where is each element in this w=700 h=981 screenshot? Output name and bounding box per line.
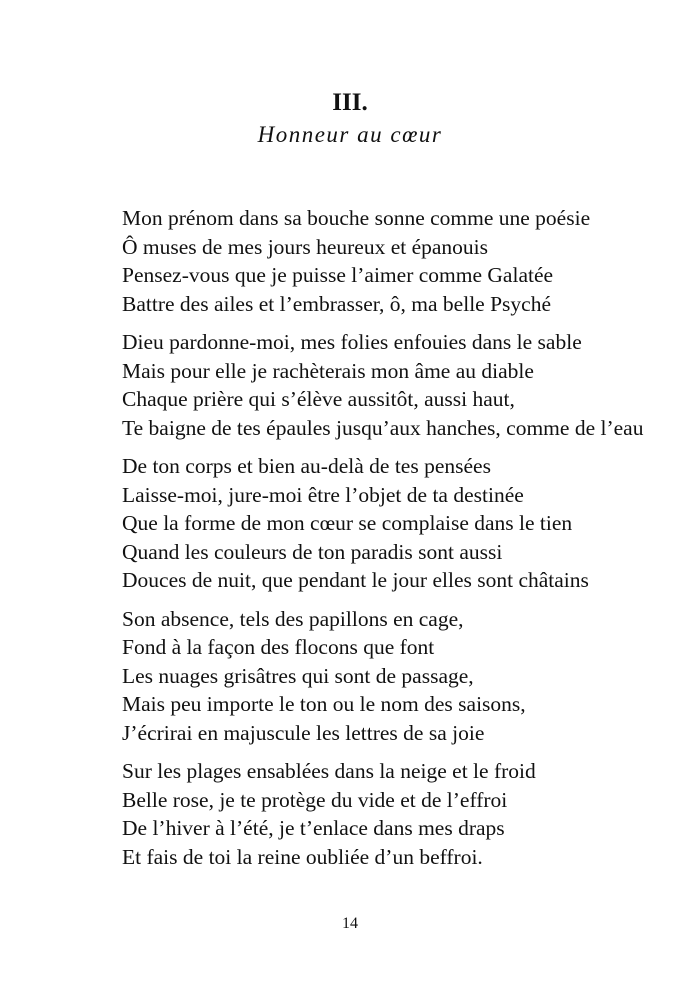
verse-line: De ton corps et bien au-delà de tes pensées (122, 454, 491, 478)
verse-line: Mais pour elle je rachèterais mon âme au diable (122, 358, 534, 383)
verse-line: Quand les couleurs de ton paradis sont aussi (122, 539, 503, 564)
verse-line: Te baigne de tes épaules jusqu’aux hanches, comme de l’eau (122, 415, 644, 440)
poem-title: Honneur au cœur (257, 122, 443, 147)
poem-body (122, 204, 642, 881)
verse-line: Fond à la façon des flocons que font (122, 635, 435, 659)
verse-line: Les nuages grisâtres qui sont de passage, (122, 663, 474, 688)
stanza-1 (122, 204, 642, 318)
page-number: 14 (342, 915, 358, 932)
chapter-number: III. (332, 89, 368, 116)
verse-line: Belle rose, je te protège du vide et de l’effroi (122, 787, 508, 812)
stanza-3 (122, 452, 642, 595)
verse-line: Ô muses de mes jours heureux et épanouis (122, 234, 489, 259)
stanza-5 (122, 757, 642, 871)
verse-line: Chaque prière qui s’élève aussitôt, aussi haut, (122, 387, 515, 411)
verse-line: De l’hiver à l’été, je t’enlace dans mes draps (122, 816, 505, 840)
verse-line: Dieu pardonne-moi, mes folies enfouies dans le sable (122, 330, 582, 354)
verse-line: Mon prénom dans sa bouche sonne comme une poésie (122, 206, 591, 230)
verse-line: Mais peu importe le ton ou le nom des saisons, (122, 692, 526, 716)
verse-line: Que la forme de mon cœur se complaise dans le tien (122, 511, 573, 535)
verse-line: Son absence, tels des papillons en cage, (122, 606, 464, 631)
verse-line: Douces de nuit, que pendant le jour elles sont châtains (122, 568, 589, 592)
verse-line: Laisse-moi, jure-moi être l’objet de ta destinée (122, 482, 524, 507)
verse-line: Pensez-vous que je puisse l’aimer comme Galatée (122, 263, 554, 287)
verse-line: Sur les plages ensablées dans la neige et le froid (122, 759, 536, 783)
stanza-4 (122, 605, 642, 748)
verse-line: Et fais de toi la reine oubliée d’un beffroi. (122, 844, 483, 869)
verse-line: J’écrirai en majuscule les lettres de sa joie (122, 720, 485, 745)
verse-line: Battre des ailes et l’embrasser, ô, ma belle Psyché (122, 291, 551, 316)
stanza-2 (122, 328, 642, 442)
